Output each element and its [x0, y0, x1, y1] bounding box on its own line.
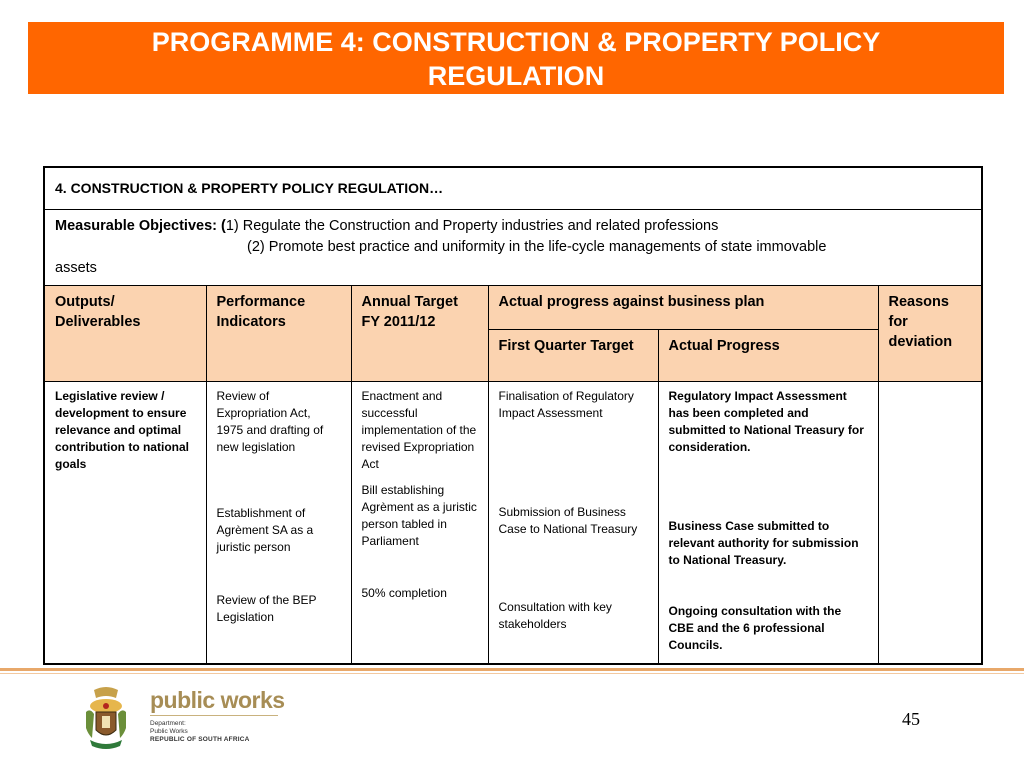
table-row	[44, 381, 982, 664]
header-performance-indicators: Performance Indicators	[206, 285, 351, 381]
actual-progress-2: Business Case submitted to relevant authority for submission to National Treasury.	[668, 518, 859, 567]
slide-title-line2: REGULATION	[427, 61, 605, 91]
footer-rule-thin	[0, 673, 1024, 674]
first-quarter-2: Submission of Business Case to National Treasury	[498, 504, 638, 536]
slide-title	[28, 22, 1004, 94]
cell-reasons	[878, 381, 982, 664]
header-outputs: Outputs/ Deliverables	[44, 285, 206, 381]
objective-1: 1) Regulate the Construction and Property industries and related professions	[225, 217, 719, 234]
dept-line3: REPUBLIC OF SOUTH AFRICA	[150, 736, 250, 743]
page-number: 45	[902, 709, 920, 729]
header-actual-progress: Actual Progress	[658, 329, 878, 381]
actual-progress-3: Ongoing consultation with the CBE and the 6 professional Councils.	[668, 603, 842, 652]
objective-2: (2) Promote best practice and uniformity in the life-cycle managements of state immovable	[247, 238, 827, 255]
outputs-bold: Legislative review	[55, 388, 158, 403]
brand-name: public works	[150, 687, 285, 713]
indicator-1: Review of Expropriation Act, 1975 and drafting of new legislation	[216, 388, 324, 454]
footer-rule	[0, 668, 1024, 671]
cell-first-quarter	[488, 381, 658, 664]
header-actual-progress-plan: Actual progress against business plan	[488, 285, 878, 329]
first-quarter-3: Consultation with key stakeholders	[498, 599, 612, 631]
slide-title-line1: PROGRAMME 4: CONSTRUCTION & PROPERTY POLICY	[151, 27, 881, 57]
section-title: 4. CONSTRUCTION & PROPERTY POLICY REGULATION…	[44, 167, 982, 209]
first-quarter-1: Finalisation of Regulatory Impact Assessment	[498, 388, 634, 420]
annual-target-1: Enactment and successful implementation of the revised Expropriation Act	[361, 388, 477, 471]
cell-indicators	[206, 381, 351, 664]
dept-line2: Public Works	[150, 728, 188, 735]
public-works-logo	[66, 682, 306, 758]
brand-rule	[150, 715, 278, 716]
objectives-label: Measurable Objectives: (	[55, 217, 226, 234]
dept-line1: Department:	[150, 720, 186, 727]
department-text	[150, 720, 250, 744]
indicator-3: Review of the BEP Legislation	[216, 592, 317, 624]
indicator-2: Establishment of Agrèment SA as a juristic person	[216, 505, 314, 554]
programme-table	[43, 166, 983, 665]
annual-target-3: 50% completion	[361, 585, 447, 600]
header-first-quarter-target: First Quarter Target	[488, 329, 658, 381]
header-reasons-deviation: Reasons for deviation	[878, 285, 982, 381]
actual-progress-1: Regulatory Impact Assessment has been completed and submitted to National Treasury for consideration.	[668, 388, 864, 454]
measurable-objectives	[44, 209, 982, 285]
outputs-text: / development to ensure relevance and optimal contribution to national goals	[55, 388, 189, 471]
header-annual-target: Annual Target FY 2011/12	[351, 285, 488, 381]
cell-outputs	[44, 381, 206, 664]
coat-of-arms-icon	[76, 684, 136, 754]
annual-target-2: Bill establishing Agrèment as a juristic person tabled in Parliament	[361, 482, 477, 548]
cell-actual-progress	[658, 381, 878, 664]
cell-annual-targets	[351, 381, 488, 664]
objective-2-continued: assets	[55, 259, 97, 276]
